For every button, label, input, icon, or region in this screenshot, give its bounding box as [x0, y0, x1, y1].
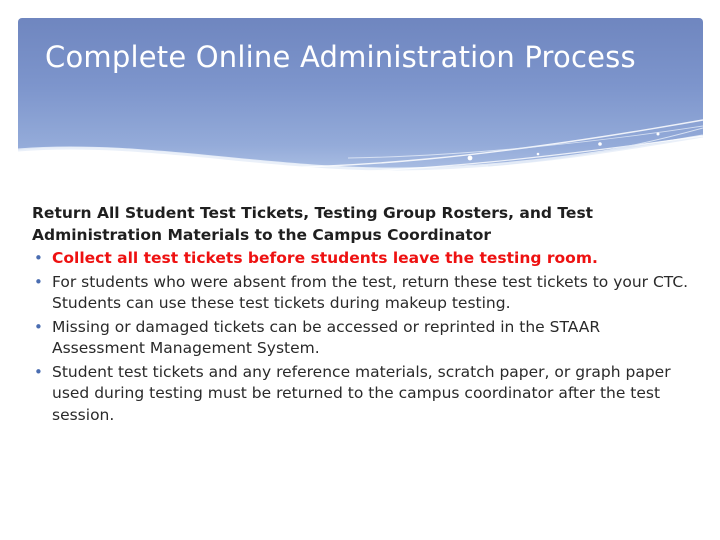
bullet-list	[32, 248, 697, 426]
bullet-text: Student test tickets and any reference materials, scratch paper, or graph paper used during testing must be returned to the campus coordinator after the test session.	[52, 362, 671, 424]
bullet-marker: •	[34, 249, 43, 267]
bullet-text: Collect all test tickets before students leave the testing room.	[52, 249, 598, 267]
bullet-item	[32, 317, 697, 360]
bullet-item	[32, 248, 697, 270]
bullet-text: For students who were absent from the test, return these test tickets to your CTC. Students can use these test tickets during makeup testing.	[52, 272, 689, 312]
section-heading: Return All Student Test Tickets, Testing Group Rosters, and Test Administration Materials to the Campus Coordinator	[32, 204, 594, 244]
bullet-item	[32, 272, 697, 315]
bullet-marker: •	[34, 362, 43, 381]
bullet-text: Missing or damaged tickets can be accessed or reprinted in the STAAR Assessment Management System.	[52, 317, 601, 357]
bullet-marker: •	[34, 272, 43, 291]
slide-body	[32, 203, 697, 428]
slide-title: Complete Online Administration Process	[45, 40, 636, 74]
sparkle	[598, 142, 602, 146]
sparkle	[468, 156, 473, 161]
bullet-marker: •	[34, 317, 43, 336]
bullet-item	[32, 362, 697, 427]
sparkle	[657, 133, 660, 136]
sparkle	[537, 153, 540, 156]
